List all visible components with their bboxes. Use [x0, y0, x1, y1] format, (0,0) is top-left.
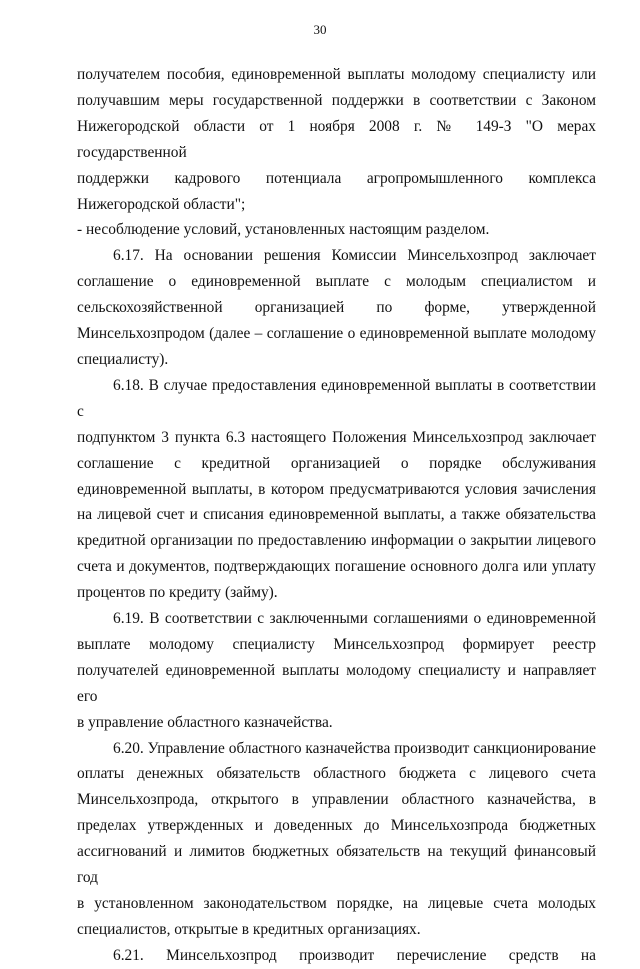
- text-line: Нижегородской области";: [77, 195, 246, 213]
- text-line: оплаты денежных обязательств областного бюджета с лицевого счета: [77, 765, 596, 783]
- text-line: 6.17. На основании решения Комиссии Минсельхозпрод заключает: [113, 247, 596, 265]
- text-line: - несоблюдение условий, установленных настоящим разделом.: [77, 221, 490, 239]
- text-line: соглашение с кредитной организацией о порядке обслуживания: [77, 454, 596, 472]
- text-line: получателей единовременной выплаты молодому специалисту и направляет его: [77, 661, 596, 705]
- text-line: выплате молодому специалисту Минсельхозпрод формирует реестр: [77, 635, 596, 653]
- text-line: соглашение о единовременной выплате с молодым специалистом и: [77, 273, 596, 291]
- text-line: поддержки кадрового потенциала агропромышленного комплекса: [77, 169, 596, 187]
- text-line: Минсельхозпрода, открытого в управлении областного казначейства, в: [77, 791, 596, 809]
- text-line: счета и документов, подтверждающих погашение основного долга или уплату: [77, 558, 596, 576]
- text-line: получавшим меры государственной поддержки в соответствии с Законом: [77, 91, 596, 109]
- text-line: подпунктом 3 пункта 6.3 настоящего Положения Минсельхозпрод заключает: [77, 428, 596, 446]
- text-line: пределах утвержденных и доведенных до Минсельхозпрода бюджетных: [77, 817, 596, 835]
- text-line: на лицевой счет и списания единовременной выплаты, а также обязательства: [77, 506, 596, 524]
- text-line: 6.20. Управление областного казначейства производит санкционирование: [113, 739, 596, 757]
- text-line: Нижегородской области от 1 ноября 2008 г. № 149-З "О мерах государственной: [77, 117, 596, 161]
- text-line: процентов по кредиту (займу).: [77, 584, 278, 602]
- text-line: в установленном законодательством порядке, на лицевые счета молодых: [77, 895, 596, 912]
- text-line: сельскохозяйственной организацией по форме, утвержденной: [77, 299, 596, 317]
- page-number: 30: [313, 22, 327, 37]
- text-line: 6.21. Минсельхозпрод производит перечисление средств на: [113, 946, 596, 964]
- document-body: [77, 62, 596, 969]
- text-line: получателем пособия, единовременной выплаты молодому специалисту или: [77, 66, 596, 83]
- text-line: специалисту).: [77, 350, 169, 368]
- text-line: в управление областного казначейства.: [77, 713, 333, 731]
- text-line: единовременной выплаты, в котором предусматриваются условия зачисления: [77, 480, 596, 498]
- text-line: Минсельхозпродом (далее – соглашение о единовременной выплате молодому: [77, 325, 596, 343]
- text-line: 6.19. В соответствии с заключенными соглашениями о единовременной: [113, 610, 596, 628]
- text-line: 6.18. В случае предоставления единовременной выплаты в соответствии с: [77, 376, 596, 420]
- text-line: ассигнований и лимитов бюджетных обязательств на текущий финансовый год: [77, 843, 596, 887]
- text-line: кредитной организации по предоставлению информации о закрытии лицевого: [77, 532, 596, 550]
- text-line: специалистов, открытые в кредитных организациях.: [77, 920, 421, 938]
